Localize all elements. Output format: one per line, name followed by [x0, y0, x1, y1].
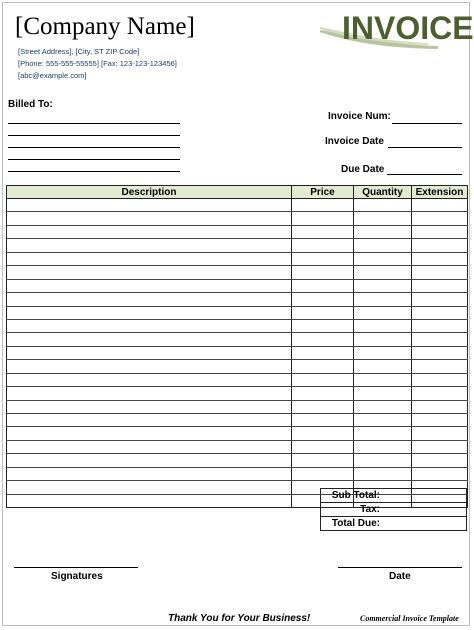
quantity-cell[interactable]: [354, 252, 412, 265]
extension-cell[interactable]: [412, 373, 468, 386]
price-cell[interactable]: [292, 225, 354, 238]
quantity-cell[interactable]: [354, 239, 412, 252]
extension-cell[interactable]: [412, 346, 468, 359]
billed-to-line[interactable]: [8, 159, 180, 160]
price-cell[interactable]: [292, 400, 354, 413]
price-cell[interactable]: [292, 467, 354, 480]
due-date-label: Due Date: [341, 164, 385, 175]
extension-cell[interactable]: [412, 387, 468, 400]
table-row: [7, 400, 468, 413]
extension-cell[interactable]: [412, 212, 468, 225]
billed-to-label: Billed To:: [8, 99, 53, 110]
invoice-num-field[interactable]: [392, 123, 462, 124]
quantity-cell[interactable]: [354, 427, 412, 440]
quantity-cell[interactable]: [354, 414, 412, 427]
description-cell[interactable]: [7, 414, 292, 427]
extension-cell[interactable]: [412, 333, 468, 346]
price-cell[interactable]: [292, 440, 354, 453]
quantity-cell[interactable]: [354, 293, 412, 306]
thank-you-message: Thank You for Your Business!: [168, 613, 311, 624]
extension-cell[interactable]: [412, 427, 468, 440]
price-cell[interactable]: [292, 212, 354, 225]
quantity-cell[interactable]: [354, 373, 412, 386]
extension-cell[interactable]: [412, 252, 468, 265]
description-cell[interactable]: [7, 400, 292, 413]
extension-cell[interactable]: [412, 440, 468, 453]
price-cell[interactable]: [292, 199, 354, 212]
total-due-value[interactable]: [384, 517, 467, 531]
description-cell[interactable]: [7, 212, 292, 225]
billed-to-line[interactable]: [8, 147, 180, 148]
table-row: [7, 360, 468, 373]
table-header-row: [7, 186, 468, 199]
description-cell[interactable]: [7, 252, 292, 265]
quantity-cell[interactable]: [354, 440, 412, 453]
due-date-field[interactable]: [387, 174, 462, 175]
price-cell[interactable]: [292, 387, 354, 400]
extension-cell[interactable]: [412, 360, 468, 373]
price-cell[interactable]: [292, 252, 354, 265]
signature-line[interactable]: [14, 567, 138, 568]
quantity-cell[interactable]: [354, 400, 412, 413]
column-header-extension: Extension: [412, 186, 468, 199]
description-cell[interactable]: [7, 346, 292, 359]
total-due-row: [321, 517, 467, 531]
price-cell[interactable]: [292, 279, 354, 292]
price-cell[interactable]: [292, 346, 354, 359]
description-cell[interactable]: [7, 373, 292, 386]
description-cell[interactable]: [7, 199, 292, 212]
description-cell[interactable]: [7, 494, 292, 507]
price-cell[interactable]: [292, 306, 354, 319]
table-row: [7, 225, 468, 238]
table-row: [7, 266, 468, 279]
description-cell[interactable]: [7, 454, 292, 467]
description-cell[interactable]: [7, 306, 292, 319]
tax-row: [321, 503, 467, 517]
billed-to-line[interactable]: [8, 123, 180, 124]
quantity-cell[interactable]: [354, 306, 412, 319]
company-phone-fax: [Phone: 555-555-55555] [Fax: 123-123-123456]: [18, 59, 177, 68]
table-row: [7, 293, 468, 306]
company-email: [abc@example.com]: [18, 71, 87, 80]
table-row: [7, 414, 468, 427]
subtotal-label: Sub Total:: [321, 489, 385, 503]
quantity-cell[interactable]: [354, 360, 412, 373]
billed-to-line[interactable]: [8, 135, 180, 136]
invoice-title: INVOICE: [342, 10, 474, 46]
price-cell[interactable]: [292, 360, 354, 373]
extension-cell[interactable]: [412, 199, 468, 212]
extension-cell[interactable]: [412, 293, 468, 306]
table-row: [7, 199, 468, 212]
price-cell[interactable]: [292, 414, 354, 427]
table-row: [7, 454, 468, 467]
description-cell[interactable]: [7, 333, 292, 346]
description-cell[interactable]: [7, 225, 292, 238]
price-cell[interactable]: [292, 454, 354, 467]
table-row: [7, 333, 468, 346]
description-cell[interactable]: [7, 387, 292, 400]
table-row: [7, 239, 468, 252]
extension-cell[interactable]: [412, 414, 468, 427]
table-row: [7, 440, 468, 453]
description-cell[interactable]: [7, 481, 292, 494]
total-due-label: Total Due:: [321, 517, 385, 531]
description-cell[interactable]: [7, 427, 292, 440]
column-header-quantity: Quantity: [354, 186, 412, 199]
description-cell[interactable]: [7, 360, 292, 373]
extension-cell[interactable]: [412, 454, 468, 467]
date-label: Date: [389, 571, 411, 582]
table-row: [7, 427, 468, 440]
line-items-table: [6, 185, 468, 508]
company-address: [Street Address], [City, ST ZIP Code]: [18, 47, 140, 56]
totals-table: [320, 488, 467, 531]
extension-cell[interactable]: [412, 225, 468, 238]
quantity-cell[interactable]: [354, 387, 412, 400]
extension-cell[interactable]: [412, 467, 468, 480]
tax-label: Tax:: [321, 503, 385, 517]
extension-cell[interactable]: [412, 400, 468, 413]
price-cell[interactable]: [292, 319, 354, 332]
subtotal-value[interactable]: [384, 489, 467, 503]
extension-cell[interactable]: [412, 306, 468, 319]
table-row: [7, 319, 468, 332]
quantity-cell[interactable]: [354, 467, 412, 480]
quantity-cell[interactable]: [354, 454, 412, 467]
subtotal-row: [321, 489, 467, 503]
extension-cell[interactable]: [412, 266, 468, 279]
quantity-cell[interactable]: [354, 199, 412, 212]
description-cell[interactable]: [7, 239, 292, 252]
table-row: [7, 279, 468, 292]
extension-cell[interactable]: [412, 239, 468, 252]
description-cell[interactable]: [7, 440, 292, 453]
extension-cell[interactable]: [412, 279, 468, 292]
description-cell[interactable]: [7, 293, 292, 306]
column-header-description: Description: [7, 186, 292, 199]
quantity-cell[interactable]: [354, 279, 412, 292]
description-cell[interactable]: [7, 266, 292, 279]
date-line[interactable]: [338, 567, 462, 568]
quantity-cell[interactable]: [354, 225, 412, 238]
table-row: [7, 252, 468, 265]
billed-to-line[interactable]: [8, 171, 180, 172]
table-row: [7, 212, 468, 225]
price-cell[interactable]: [292, 427, 354, 440]
price-cell[interactable]: [292, 239, 354, 252]
invoice-date-label: Invoice Date: [325, 136, 384, 147]
column-header-price: Price: [292, 186, 354, 199]
quantity-cell[interactable]: [354, 333, 412, 346]
invoice-num-label: Invoice Num:: [328, 111, 391, 122]
template-name: Commercial Invoice Template: [360, 614, 459, 623]
quantity-cell[interactable]: [354, 346, 412, 359]
quantity-cell[interactable]: [354, 319, 412, 332]
table-row: [7, 467, 468, 480]
table-row: [7, 306, 468, 319]
quantity-cell[interactable]: [354, 212, 412, 225]
description-cell[interactable]: [7, 279, 292, 292]
price-cell[interactable]: [292, 373, 354, 386]
description-cell[interactable]: [7, 319, 292, 332]
tax-value[interactable]: [384, 503, 467, 517]
quantity-cell[interactable]: [354, 266, 412, 279]
company-name: [Company Name]: [15, 13, 195, 40]
price-cell[interactable]: [292, 333, 354, 346]
price-cell[interactable]: [292, 293, 354, 306]
description-cell[interactable]: [7, 467, 292, 480]
invoice-date-field[interactable]: [388, 147, 462, 148]
extension-cell[interactable]: [412, 319, 468, 332]
table-row: [7, 373, 468, 386]
table-row: [7, 387, 468, 400]
table-row: [7, 346, 468, 359]
signatures-label: Signatures: [51, 571, 103, 582]
price-cell[interactable]: [292, 266, 354, 279]
